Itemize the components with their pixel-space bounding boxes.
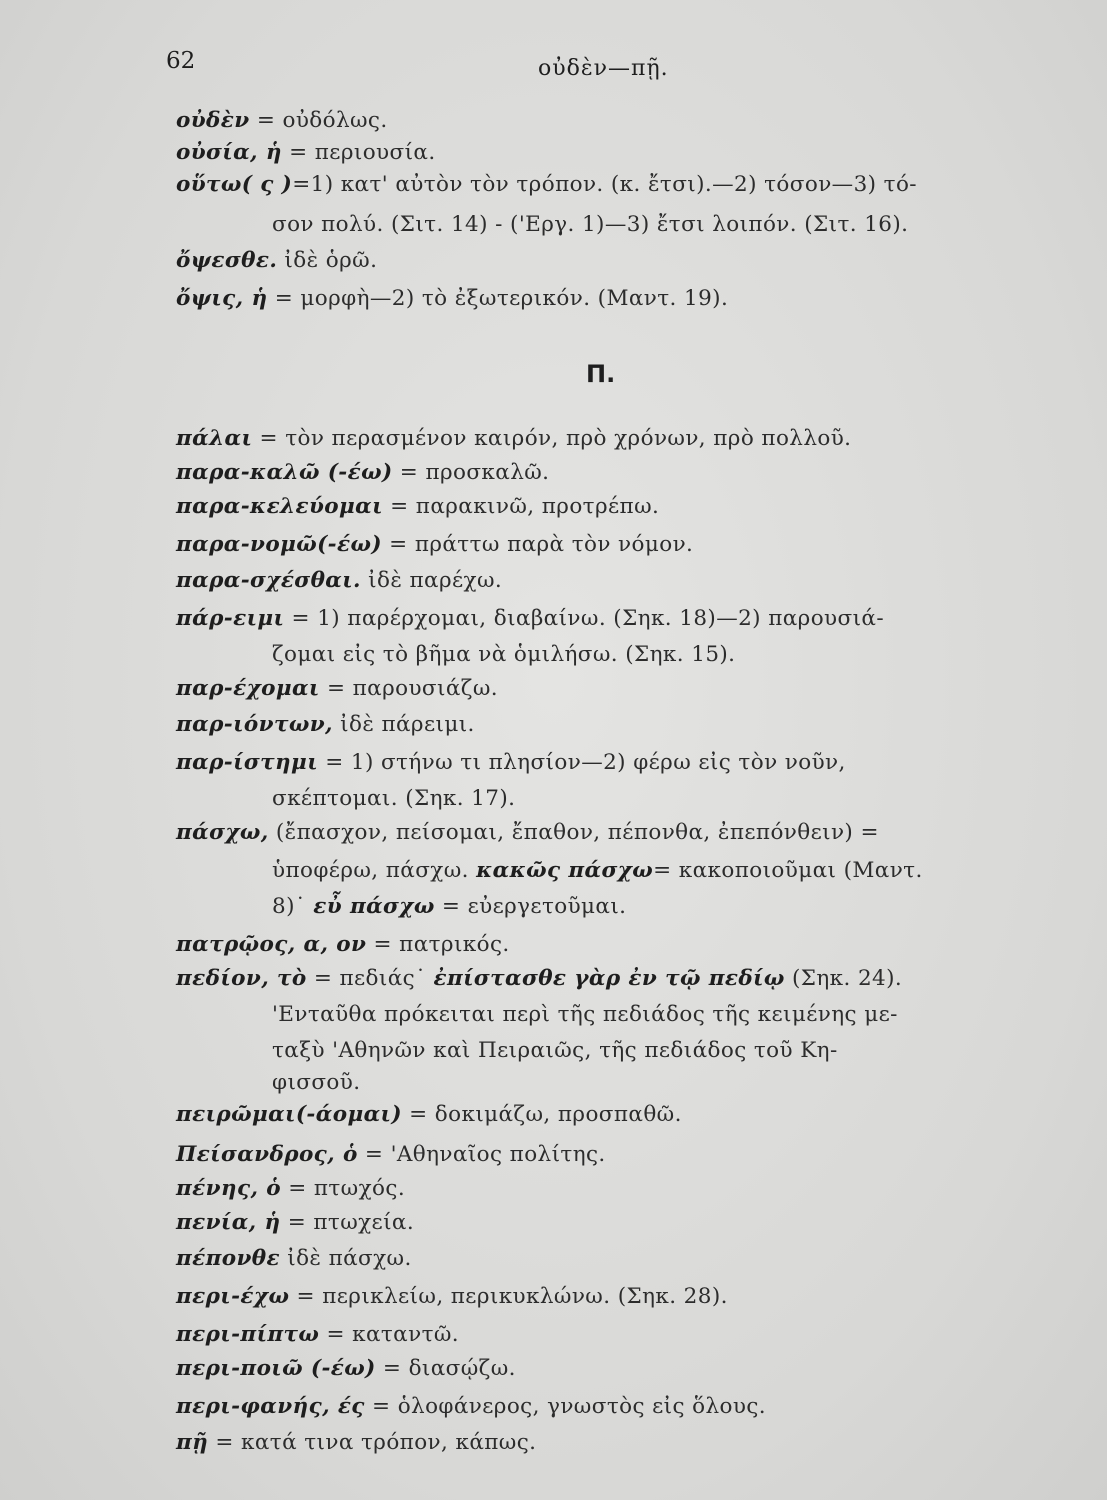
continuation-line	[272, 858, 923, 884]
continuation-line	[272, 786, 515, 812]
headword: πῇ	[176, 1430, 209, 1455]
definition: = 1) παρέρχομαι, διαβαίνω. (Σηκ. 18)—2) παρουσιά-	[284, 606, 884, 631]
continuation-line	[272, 894, 626, 920]
entry-line	[176, 1246, 412, 1272]
definition: = περιουσία.	[281, 140, 436, 165]
definition-rest: (Σηκ. 24).	[784, 966, 903, 991]
section-letter: Π.	[586, 360, 616, 388]
definition: = πράττω παρὰ τὸν νόμον.	[381, 532, 694, 557]
definition: = οὐδόλως.	[249, 108, 388, 133]
headword: περι-φανής, ές	[176, 1394, 365, 1419]
entry-line	[176, 966, 902, 992]
entry-line	[176, 460, 549, 486]
definition: = μορφὴ—2) τὸ ἐξωτερικόν. (Μαντ. 19).	[267, 286, 729, 311]
definition-rest: = κακοποιοῦμαι (Μαντ.	[653, 858, 923, 883]
continuation-line	[272, 1038, 838, 1064]
inline-phrase: εὖ πάσχω	[313, 894, 435, 919]
entry-line	[176, 1284, 728, 1310]
entry-line	[176, 1356, 516, 1382]
entry-line	[176, 1322, 459, 1348]
headword: παρα-καλῶ (-έω)	[176, 460, 393, 485]
headword: περι-πίπτω	[176, 1322, 320, 1347]
entry-line	[176, 1210, 414, 1236]
headword: Πείσανδρος, ὁ	[176, 1142, 358, 1167]
headword: πέπονθε	[176, 1246, 281, 1271]
definition: ἰδὲ ὁρῶ.	[277, 248, 378, 273]
definition: = πτωχεία.	[280, 1210, 415, 1235]
entry-line	[176, 712, 475, 738]
definition: = παρουσιάζω.	[319, 676, 498, 701]
definition: σον πολύ. (Σιτ. 14) - ('Εργ. 1)—3) ἔτσι λοιπόν. (Σιτ. 16).	[272, 212, 909, 237]
headword: παρ-έχομαι	[176, 676, 320, 701]
definition: = περικλείω, περικυκλώνω. (Σηκ. 28).	[289, 1284, 728, 1309]
definition: = παρακινῶ, προτρέπω.	[382, 494, 660, 519]
headword: παρα-νομῶ(-έω)	[176, 532, 382, 557]
definition: = 1) στήνω τι πλησίον—2) φέρω εἰς τὸν νοῦν,	[318, 750, 846, 775]
running-head: οὐδὲν—πῇ.	[538, 56, 669, 81]
continuation-line	[272, 1002, 898, 1028]
inline-phrase: ἐπίστασθε γὰρ ἐν τῷ πεδίῳ	[433, 966, 785, 991]
definition-rest: = εὐεργετοῦμαι.	[434, 894, 627, 919]
definition: = κατά τινα τρόπον, κάπως.	[208, 1430, 537, 1455]
entry-line	[176, 532, 693, 558]
entry-line	[176, 108, 388, 134]
definition: =1) κατ' αὐτὸν τὸν τρόπον. (κ. ἔτσι).—2) τόσον—3) τό-	[292, 172, 917, 197]
headword: παρ-ίστημι	[176, 750, 318, 775]
definition: φισσοῦ.	[272, 1070, 361, 1095]
entry-line	[176, 1142, 606, 1168]
definition: = πεδιάς˙	[306, 966, 434, 991]
definition: = ὁλοφάνερος, γνωστὸς εἰς ὅλους.	[364, 1394, 767, 1419]
headword: πατρῷος, α, ον	[176, 932, 367, 957]
entry-line	[176, 494, 659, 520]
entry-line	[176, 426, 851, 452]
definition: = δοκιμάζω, προσπαθῶ.	[401, 1102, 682, 1127]
definition: ὑποφέρω, πάσχω.	[272, 858, 477, 883]
headword: οὕτω( ς )	[176, 172, 293, 197]
entry-line	[176, 750, 846, 776]
inline-phrase: κακῶς πάσχω	[476, 858, 654, 883]
definition: (ἔπασχον, πείσομαι, ἔπαθον, πέπονθα, ἐπεπόνθειν) =	[268, 820, 879, 845]
headword: πεδίον, τὸ	[176, 966, 307, 991]
headword: ὄψις, ἡ	[176, 286, 268, 311]
definition: ἰδὲ πάρειμι.	[332, 712, 475, 737]
definition: = πατρικός.	[366, 932, 510, 957]
entry-line	[176, 606, 884, 632]
definition: ἰδὲ πάσχω.	[280, 1246, 412, 1271]
definition: ζομαι εἰς τὸ βῆμα νὰ ὁμιλήσω. (Σηκ. 15).	[272, 642, 736, 667]
definition: ἰδὲ παρέχω.	[360, 568, 503, 593]
entry-line	[176, 820, 879, 846]
entry-line	[176, 676, 498, 702]
headword: πένης, ὁ	[176, 1176, 281, 1201]
page-number: 62	[166, 48, 196, 74]
headword: πειρῶμαι(-άομαι)	[176, 1102, 402, 1127]
definition: σκέπτομαι. (Σηκ. 17).	[272, 786, 516, 811]
entry-line	[176, 1394, 766, 1420]
definition: = καταντῶ.	[319, 1322, 460, 1347]
definition: = διασῴζω.	[375, 1356, 516, 1381]
entry-line	[176, 1430, 536, 1456]
definition: ταξὺ 'Αθηνῶν καὶ Πειραιῶς, τῆς πεδιάδος τοῦ Κη-	[272, 1038, 838, 1063]
headword: παρ-ιόντων,	[176, 712, 333, 737]
headword: παρα-κελεύομαι	[176, 494, 383, 519]
continuation-line	[272, 642, 735, 668]
headword: πάρ-ειμι	[176, 606, 285, 631]
entry-line	[176, 1102, 682, 1128]
headword: ὄψεσθε.	[176, 248, 278, 273]
definition: = προσκαλῶ.	[392, 460, 550, 485]
headword: πενία, ἡ	[176, 1210, 281, 1235]
headword: περι-έχω	[176, 1284, 290, 1309]
entry-line	[176, 172, 917, 198]
entry-line	[176, 286, 728, 312]
continuation-line	[272, 1070, 361, 1096]
definition: 8)˙	[272, 894, 314, 919]
headword: οὐδὲν	[176, 108, 250, 133]
entry-line	[176, 568, 502, 594]
headword: περι-ποιῶ (-έω)	[176, 1356, 376, 1381]
headword: πάλαι	[176, 426, 253, 451]
headword: οὐσία, ἡ	[176, 140, 282, 165]
definition: = τὸν περασμένον καιρόν, πρὸ χρόνων, πρὸ πολλοῦ.	[252, 426, 852, 451]
definition: = πτωχός.	[280, 1176, 406, 1201]
continuation-line	[272, 212, 908, 238]
entry-line	[176, 140, 436, 166]
entry-line	[176, 1176, 405, 1202]
definition: = 'Αθηναῖος πολίτης.	[357, 1142, 606, 1167]
entry-line	[176, 932, 510, 958]
headword: παρα-σχέσθαι.	[176, 568, 361, 593]
entry-line	[176, 248, 377, 274]
definition: 'Ενταῦθα πρόκειται περὶ τῆς πεδιάδος τῆς κειμένης με-	[272, 1002, 898, 1027]
headword: πάσχω,	[176, 820, 269, 845]
